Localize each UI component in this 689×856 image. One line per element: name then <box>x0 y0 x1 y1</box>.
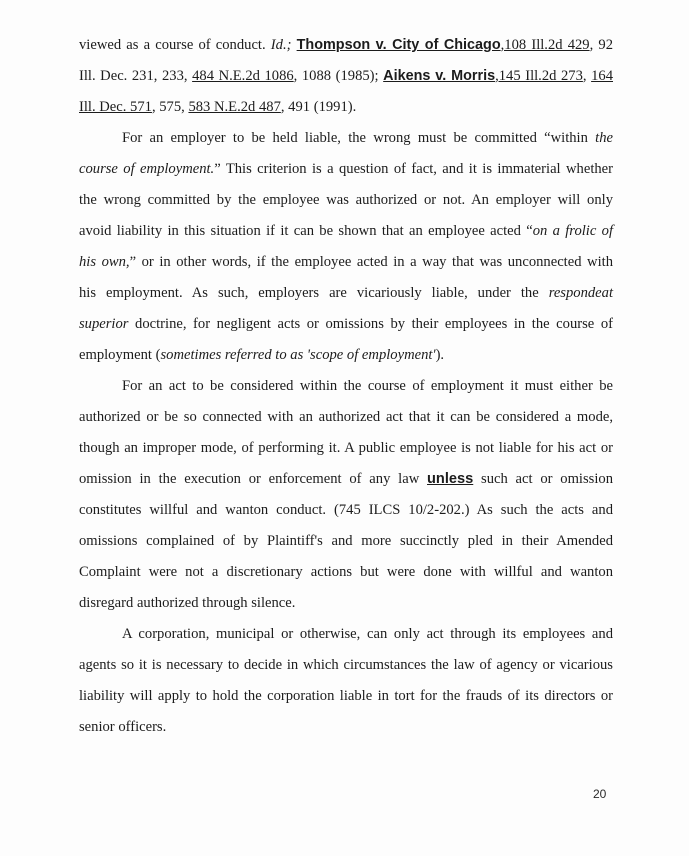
paragraph-3-line-6: omissions complained of by Plaintiff's and more succinctly pled in their Amended <box>79 533 613 549</box>
italic-span: the <box>595 130 613 146</box>
text-span: For an employer to be held liable, the wrong must be committed “within <box>122 130 596 146</box>
text-span: , 92 <box>589 37 613 53</box>
paragraph-4-line-4: senior officers. <box>79 719 167 735</box>
paragraph-1-line-3 <box>79 92 613 123</box>
italic-span: sometimes referred to as 'scope of employment' <box>160 347 436 363</box>
paragraph-3-line-4 <box>79 464 613 495</box>
paragraph-1-line-2 <box>79 61 613 92</box>
citation-link[interactable]: Ill. Dec. 571 <box>79 99 152 115</box>
case-name-thompson[interactable]: Thompson v. City of Chicago <box>296 37 501 53</box>
citation-link[interactable]: 164 <box>591 68 613 84</box>
paragraph-4-line-2: agents so it is necessary to decide in which circumstances the law of agency or vicarious <box>79 657 613 673</box>
paragraph-1-line-1 <box>79 30 613 61</box>
paragraph-2-line-3: the wrong committed by the employee was authorized or not. An employer will only <box>79 192 613 208</box>
paragraph-2-line-2 <box>79 154 613 185</box>
paragraph-2-line-4 <box>79 216 613 247</box>
case-name-aikens[interactable]: Aikens v. Morris <box>383 68 496 84</box>
page-number: 20 <box>593 787 607 801</box>
paragraph-3-line-2: authorized or be so connected with an authorized act that it can be considered a mode, <box>79 409 613 425</box>
italic-span: superior <box>79 316 129 332</box>
text-span: ). <box>435 347 445 363</box>
italic-span: on a frolic of <box>532 223 613 239</box>
document-body <box>79 30 613 743</box>
italic-span: respondeat <box>548 285 613 301</box>
italic-span: his own, <box>79 254 130 270</box>
paragraph-2-line-1 <box>79 123 613 154</box>
paragraph-2-line-6 <box>79 278 613 309</box>
text-span: avoid liability in this situation if it can be shown that an employee acted “ <box>79 223 533 239</box>
paragraph-3-line-5: constitutes willful and wanton conduct. (745 ILCS 10/2-202.) As such the acts and <box>79 502 613 518</box>
text-span: doctrine, for negligent acts or omissions by their employees in the course of <box>128 316 613 332</box>
paragraph-2-line-5 <box>79 247 613 278</box>
text-span: ” or in other words, if the employee acted in a way that was unconnected with <box>129 254 614 270</box>
paragraph-2-line-8 <box>79 340 613 371</box>
text-span: omission in the execution or enforcement of any law <box>79 471 428 487</box>
text-span: Ill. Dec. 231, 233, <box>79 68 193 84</box>
paragraph-2-line-7 <box>79 309 613 340</box>
paragraph-4-line-1: A corporation, municipal or otherwise, can only act through its employees and <box>122 626 613 642</box>
paragraph-3-line-3: though an improper mode, of performing it. A public employee is not liable for his act or <box>79 440 613 456</box>
text-span: , 491 (1991). <box>280 99 357 115</box>
citation-link[interactable]: 484 N.E.2d 1086 <box>192 68 294 84</box>
paragraph-3-line-8: disregard authorized through silence. <box>79 595 296 611</box>
text-span: employment ( <box>79 347 161 363</box>
text-span: ” This criterion is a question of fact, and it is immaterial whether <box>214 161 614 177</box>
citation-link[interactable]: 583 N.E.2d 487 <box>188 99 281 115</box>
paragraph-4-line-3: liability will apply to hold the corporation liable in tort for the frauds of its directors or <box>79 688 613 704</box>
text-span: , 1088 (1985); <box>293 68 384 84</box>
italic-span: course of employment. <box>79 161 215 177</box>
text-span: , 575, <box>151 99 189 115</box>
id-signal: Id.; <box>270 37 297 53</box>
paragraph-3-line-7: Complaint were not a discretionary actions but were done with willful and wanton <box>79 564 613 580</box>
text-span: his employment. As such, employers are vicariously liable, under the <box>79 285 549 301</box>
citation-link[interactable]: ,145 Ill.2d 273 <box>495 68 583 84</box>
text-span: such act or omission <box>473 471 613 487</box>
emphasis-unless: unless <box>427 471 474 487</box>
citation-link[interactable]: ,108 Ill.2d 429 <box>500 37 590 53</box>
paragraph-3-line-1: For an act to be considered within the course of employment it must either be <box>122 378 613 394</box>
text-span: viewed as a course of conduct. <box>79 37 271 53</box>
text-span: , <box>582 68 592 84</box>
